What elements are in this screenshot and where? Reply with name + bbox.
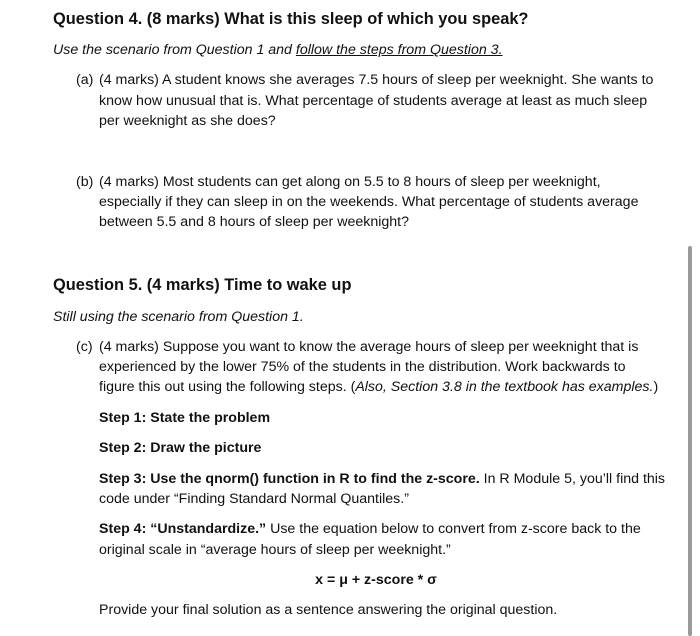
part-b-line-1: (4 marks) Most students can get along on 5.5 to 8 hours of sleep per weeknight, (99, 174, 601, 190)
question-4-intro-link: follow the steps from Question 3. (295, 42, 503, 58)
part-c-line-3 (99, 377, 658, 397)
step-1: Step 1: State the problem (99, 410, 271, 426)
final-instruction: Provide your final solution as a sentence answering the original question. (99, 602, 558, 618)
vertical-scrollbar[interactable] (688, 246, 692, 636)
part-c-line-3-text: figure this out using the following steps. ( (99, 379, 356, 395)
step-4-line-2: original scale in “average hours of sleep per weeknight.” (99, 542, 451, 558)
step-3-line-1 (99, 469, 665, 489)
question-4-intro (53, 40, 503, 60)
question-4-title: Question 4. (8 marks) What is this sleep of which you speak? (53, 10, 529, 28)
part-c-line-3-italic: Also, Section 3.8 in the textbook has examples. (355, 379, 654, 395)
part-b-line-2: especially if they can sleep in on the weekends. What percentage of students average (99, 194, 639, 210)
part-a-line-3: per weeknight as she does? (99, 113, 276, 129)
step-4-text: Use the equation below to convert from z-score back to the (266, 521, 641, 537)
part-a-line-2: know how unusual that is. What percentage of students average at least as much sleep (99, 93, 648, 109)
part-b-line-3: between 5.5 and 8 hours of sleep per weeknight? (99, 214, 409, 230)
step-3-text: In R Module 5, you’ll find this (479, 471, 666, 487)
step-3-line-2: code under “Finding Standard Normal Quantiles.” (99, 491, 409, 507)
part-b-label: (b) (76, 174, 94, 190)
part-a-line-1: (4 marks) A student knows she averages 7.5 hours of sleep per weeknight. She wants to (99, 72, 654, 88)
part-c-line-3-close: ) (653, 379, 659, 395)
step-4-line-1 (99, 519, 641, 539)
part-c-line-1: (4 marks) Suppose you want to know the average hours of sleep per weeknight that is (99, 339, 639, 355)
step-4-heading: Step 4: “Unstandardize.” (99, 521, 267, 537)
step-3-heading: Step 3: Use the qnorm() function in R to find the z-score. (99, 471, 480, 487)
step-2: Step 2: Draw the picture (99, 440, 262, 456)
part-c-line-2: experienced by the lower 75% of the students in the distribution. Work backwards to (99, 359, 626, 375)
equation: x = μ + z-score * σ (315, 572, 437, 588)
part-c-label: (c) (76, 339, 93, 355)
question-4-intro-text: Use the scenario from Question 1 and (53, 42, 296, 58)
part-a-label: (a) (76, 72, 94, 88)
question-5-title: Question 5. (4 marks) Time to wake up (53, 276, 352, 294)
question-5-intro: Still using the scenario from Question 1. (53, 309, 304, 325)
